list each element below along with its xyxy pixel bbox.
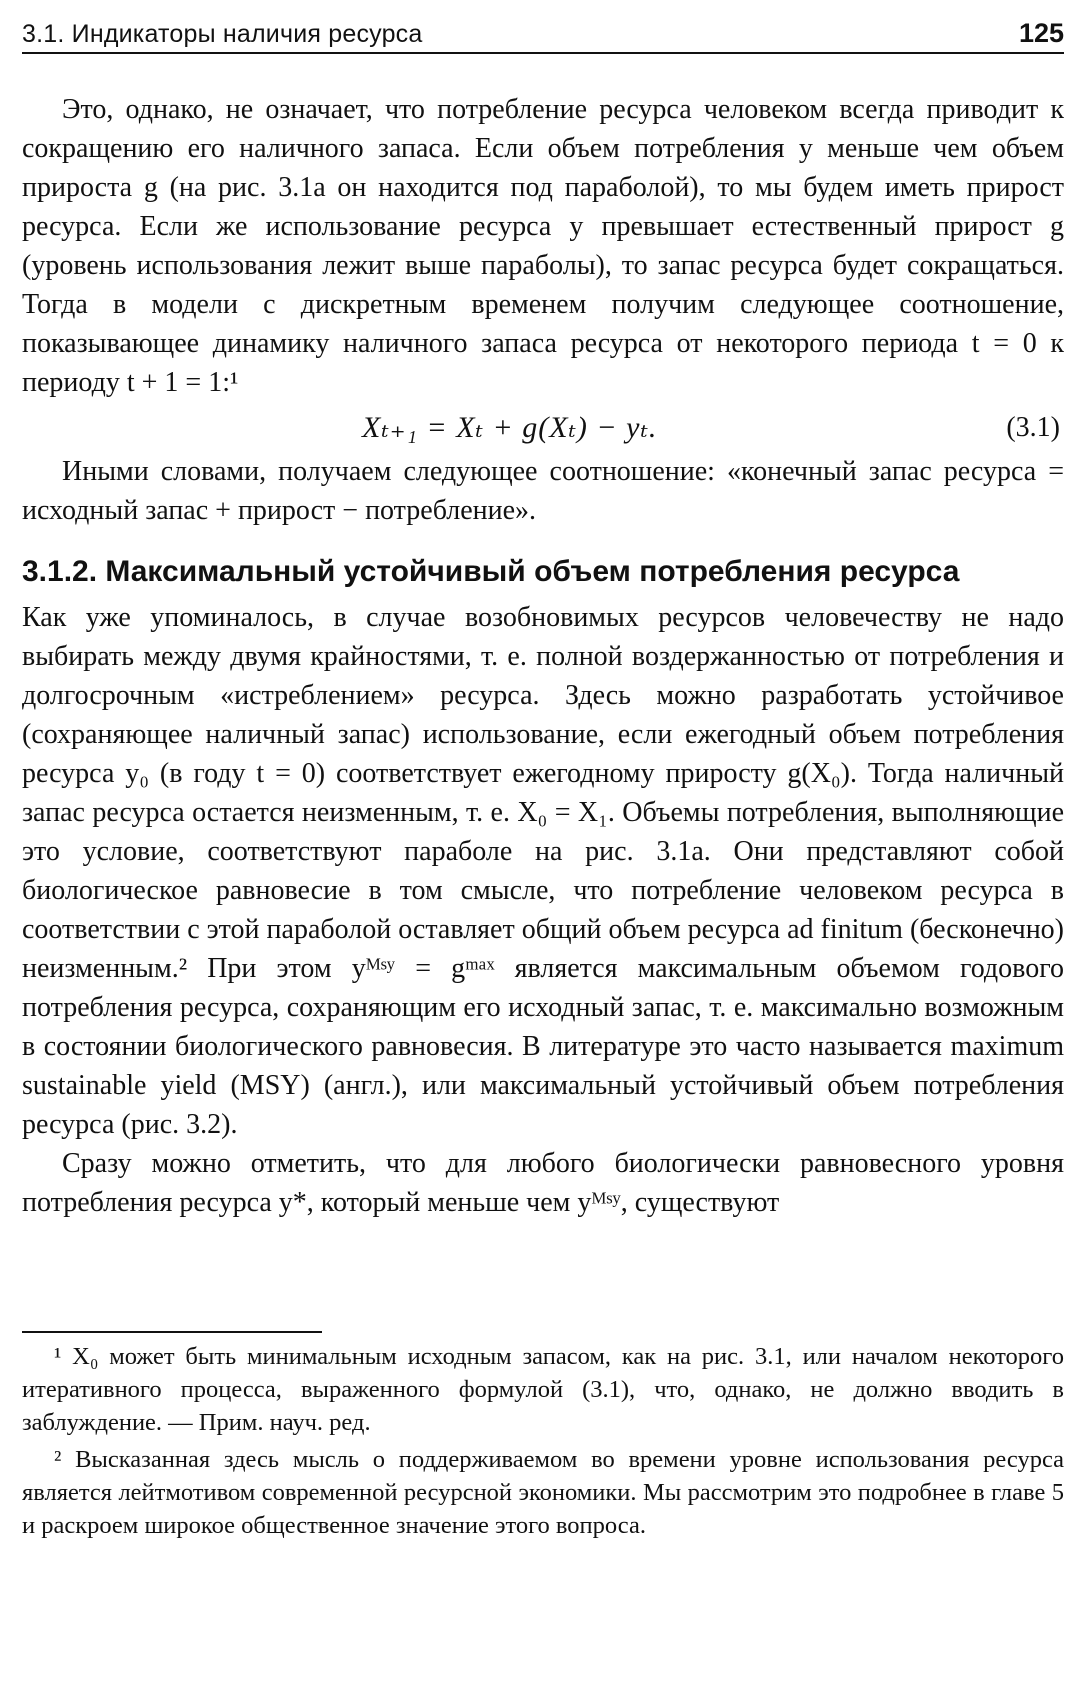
page-number: 125: [1018, 18, 1064, 48]
paragraph: Иными словами, получаем следующее соотношение: «конечный запас ресурса = исходный запас + прирост − потребление».: [22, 456, 1064, 526]
footnote-divider: [22, 1331, 322, 1333]
footnote: ¹ X₀ может быть минимальным исходным запасом, как на рис. 3.1, или началом некоторого итеративного процесса, выраженного формулой (3.1), что, однако, не должно вводить в заблуждение. — Прим. науч. ред.: [22, 1343, 1064, 1436]
running-header: [22, 14, 1064, 54]
subsection-heading: 3.1.2. Максимальный устойчивый объем потребления ресурса: [22, 555, 960, 588]
footnote: ² Высказанная здесь мысль о поддерживаемом во времени уровне использования ресурса является лейтмотивом современной ресурсной экономики. Мы рассмотрим это подробнее в главе 5 и раскроем широкое общественное значение этого вопроса.: [22, 1446, 1064, 1539]
equation-formula: Xₜ₊₁ = Xₜ + g(Xₜ) − yₜ.: [362, 411, 658, 444]
equation-number: (3.1): [1006, 412, 1060, 443]
paragraph: Это, однако, не означает, что потребление ресурса человеком всегда приводит к сокращению его наличного запаса. Если объем потребления y меньше чем объем прироста g (на рис. 3.1a он находится под параболой), то мы будем иметь прирост ресурса. Если же использование ресурса y превышает естественный прирост g (уровень использования лежит выше параболы), то запас ресурса будет сокращаться. Тогда в модели с дискретным временем получим следующее соотношение, показывающее динамику наличного запаса ресурса от некоторого периода t = 0 к периоду t + 1 = 1:¹: [22, 94, 1064, 398]
main-text: [22, 90, 1064, 1222]
paragraph: Сразу можно отметить, что для любого биологически равновесного уровня потребления ресурса y*, который меньше чем yᴹˢʸ, существуют: [22, 1148, 1064, 1218]
section-title: 3.1. Индикаторы наличия ресурса: [22, 20, 423, 48]
footnotes: [22, 1340, 1064, 1546]
paragraph: Как уже упоминалось, в случае возобновимых ресурсов человечеству не надо выбирать между двумя крайностями, т. е. полной воздержанностью от потребления и долгосрочным «истреблением» ресурса. Здесь можно разработать устойчивое (сохраняющее наличный запас) использование, если ежегодный объем потребления ресурса y₀ (в году t = 0) соответствует ежегодному приросту g(X₀). Тогда наличный запас ресурса остается неизменным, т. е. X₀ = X₁. Объемы потребления, выполняющие это условие, соответствуют параболе на рис. 3.1a. Они представляют собой биологическое равновесие в том смысле, что потребление человеком ресурса в соответствии с этой параболой оставляет общий объем ресурса ad finitum (бесконечно) неизменным.² При этом yᴹˢʸ = gᵐᵃˣ является максимальным объемом годового потребления ресурса, сохраняющим его исходный запас, т. е. максимально возможным в состоянии биологического равновесия. В литературе это часто называется maximum sustainable yield (MSY) (англ.), или максимальный устойчивый объем потребления ресурса (рис. 3.2).: [22, 602, 1064, 1140]
equation-3-1: [22, 406, 1064, 452]
